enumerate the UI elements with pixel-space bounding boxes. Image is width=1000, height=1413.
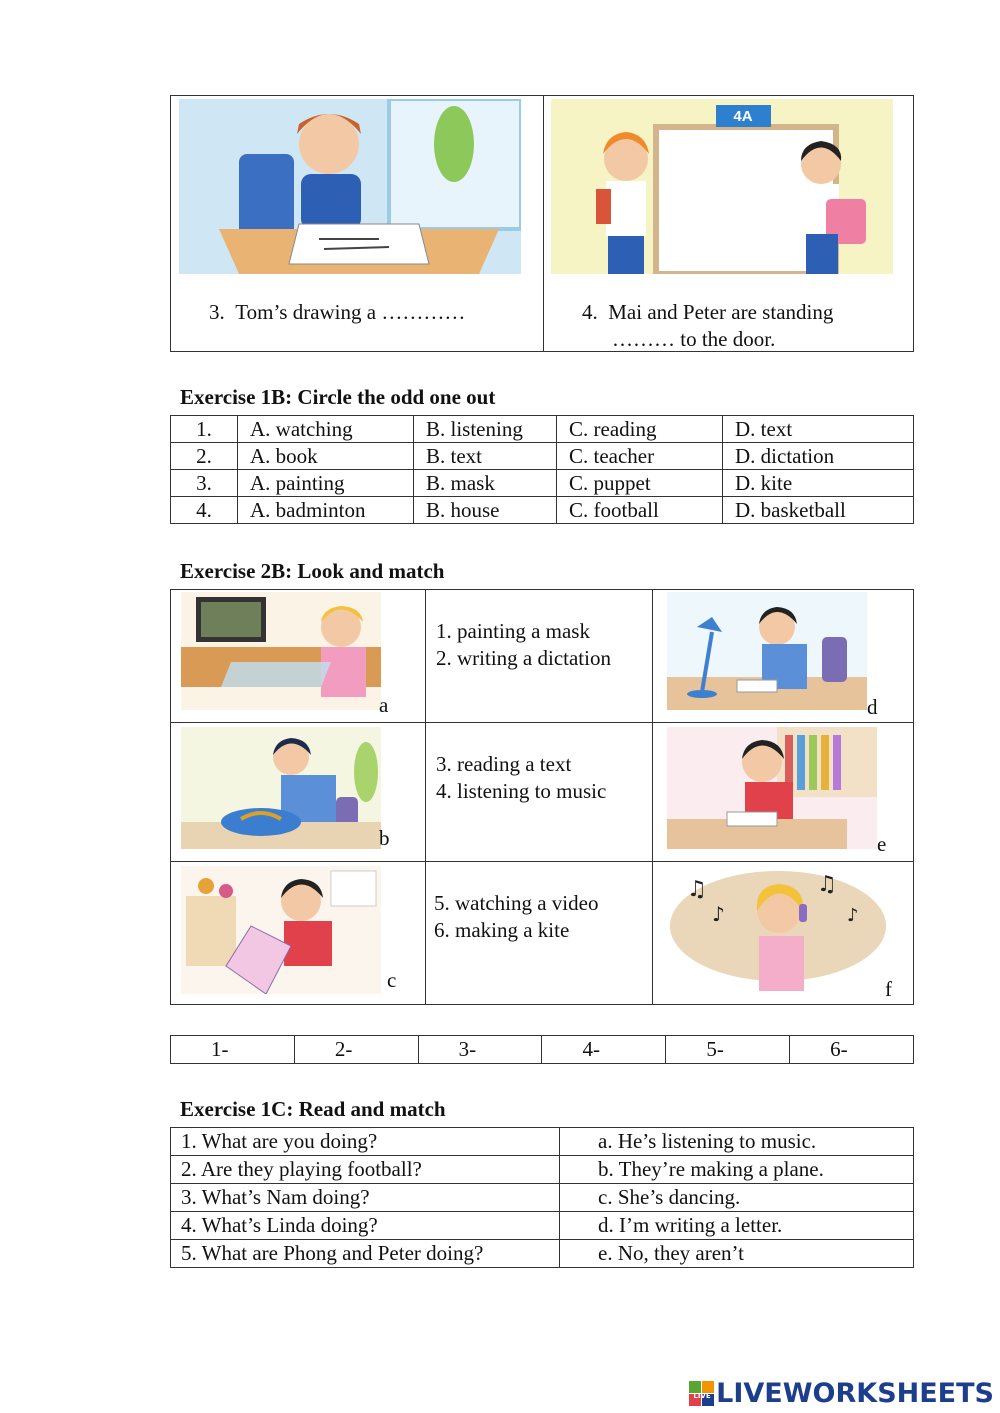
liveworksheets-logo bbox=[689, 1378, 994, 1409]
table-row bbox=[171, 416, 914, 443]
picture-letter-d: d bbox=[867, 695, 878, 719]
option-b[interactable]: B. house bbox=[414, 497, 557, 524]
svg-text:LIVE: LIVE bbox=[693, 1391, 711, 1400]
boy-drawing-illustration bbox=[179, 99, 521, 274]
exercise-2b-heading: Exercise 2B: Look and match bbox=[180, 559, 445, 583]
table-row bbox=[171, 1184, 914, 1212]
option-c[interactable]: C. teacher bbox=[557, 443, 723, 470]
table-row bbox=[171, 1156, 914, 1184]
question-item: 5. What are Phong and Peter doing? bbox=[171, 1240, 560, 1268]
question-item: 4. What’s Linda doing? bbox=[171, 1212, 560, 1240]
caption-3: 3. Tom’s drawing a ………… bbox=[209, 300, 466, 324]
exercise-1c-table bbox=[170, 1127, 914, 1268]
answer-item: b. They’re making a plane. bbox=[560, 1156, 914, 1184]
picture-letter-c: c bbox=[387, 968, 397, 992]
child-watching-tv-illustration bbox=[181, 592, 381, 710]
liveworksheets-badge-icon bbox=[689, 1381, 715, 1407]
option-d[interactable]: D. text bbox=[723, 416, 914, 443]
picture-letter-b: b bbox=[379, 826, 390, 850]
option-b[interactable]: B. listening bbox=[414, 416, 557, 443]
picture-letter-f: f bbox=[885, 977, 892, 1001]
answer-slot[interactable]: 5- bbox=[666, 1036, 790, 1064]
picture-letter-e: e bbox=[877, 832, 887, 856]
picture-letter-a: a bbox=[379, 693, 389, 717]
music-note-icon: ♫ bbox=[687, 877, 707, 902]
phrase-item: 2. writing a dictation bbox=[436, 646, 611, 670]
matching-answer-row bbox=[170, 1035, 914, 1064]
answer-item: e. No, they aren’t bbox=[560, 1240, 914, 1268]
option-d[interactable]: D. dictation bbox=[723, 443, 914, 470]
question-item: 1. What are you doing? bbox=[171, 1128, 560, 1156]
answer-slot[interactable]: 1- bbox=[171, 1036, 295, 1064]
option-c[interactable]: C. reading bbox=[557, 416, 723, 443]
phrase-item: 5. watching a video bbox=[434, 891, 599, 915]
question-item: 2. Are they playing football? bbox=[171, 1156, 560, 1184]
girl-making-kite-illustration bbox=[181, 866, 381, 994]
answer-item: d. I’m writing a letter. bbox=[560, 1212, 914, 1240]
caption-4: 4. Mai and Peter are standing ……… to the door. bbox=[582, 300, 834, 351]
table-row bbox=[171, 443, 914, 470]
phrase-item: 1. painting a mask bbox=[436, 619, 590, 643]
door-sign-text: 4A bbox=[733, 108, 753, 125]
picture-cell-f bbox=[653, 862, 914, 1005]
picture-cell-e bbox=[653, 723, 914, 862]
music-note-icon: ♪ bbox=[847, 905, 859, 926]
music-note-icon: ♫ bbox=[817, 872, 837, 897]
music-note-icon: ♪ bbox=[712, 902, 725, 926]
top-picture-table bbox=[170, 95, 914, 352]
phrase-item: 3. reading a text bbox=[436, 752, 572, 776]
table-row bbox=[171, 1212, 914, 1240]
phrase-item: 6. making a kite bbox=[434, 918, 570, 942]
option-a[interactable]: A. watching bbox=[238, 416, 414, 443]
option-a[interactable]: A. badminton bbox=[238, 497, 414, 524]
option-a[interactable]: A. painting bbox=[238, 470, 414, 497]
option-b[interactable]: B. text bbox=[414, 443, 557, 470]
answer-item: a. He’s listening to music. bbox=[560, 1128, 914, 1156]
table-row bbox=[171, 497, 914, 524]
option-c[interactable]: C. puppet bbox=[557, 470, 723, 497]
row-number: 4. bbox=[171, 497, 238, 524]
option-d[interactable]: D. kite bbox=[723, 470, 914, 497]
answer-slot[interactable]: 2- bbox=[294, 1036, 418, 1064]
option-c[interactable]: C. football bbox=[557, 497, 723, 524]
phrases-cell-1 bbox=[426, 590, 653, 723]
logo-text: LIVEWORKSHEETS bbox=[716, 1378, 994, 1409]
exercise-1b-heading: Exercise 1B: Circle the odd one out bbox=[180, 385, 496, 409]
option-b[interactable]: B. mask bbox=[414, 470, 557, 497]
answer-slot[interactable]: 6- bbox=[790, 1036, 914, 1064]
exercise-1c-heading: Exercise 1C: Read and match bbox=[180, 1097, 446, 1121]
question-item: 3. What’s Nam doing? bbox=[171, 1184, 560, 1212]
answer-item: c. She’s dancing. bbox=[560, 1184, 914, 1212]
phrase-item: 4. listening to music bbox=[436, 779, 607, 803]
exercise-1b-table bbox=[170, 415, 914, 524]
boy-painting-mask-illustration bbox=[181, 727, 381, 849]
exercise-2b-grid bbox=[170, 589, 914, 1005]
phrases-cell-2 bbox=[426, 723, 653, 862]
table-row bbox=[171, 1240, 914, 1268]
option-d[interactable]: D. basketball bbox=[723, 497, 914, 524]
picture-cell-d bbox=[653, 590, 914, 723]
boy-writing-illustration bbox=[667, 592, 867, 710]
girl-listening-music-illustration bbox=[667, 866, 889, 998]
table-row bbox=[171, 1128, 914, 1156]
girl-reading-illustration bbox=[667, 727, 877, 849]
picture-cell-b bbox=[171, 723, 426, 862]
answer-slot[interactable]: 3- bbox=[418, 1036, 542, 1064]
option-a[interactable]: A. book bbox=[238, 443, 414, 470]
table-row bbox=[171, 470, 914, 497]
picture-cell-a bbox=[171, 590, 426, 723]
row-number: 1. bbox=[171, 416, 238, 443]
picture-cell-4 bbox=[544, 96, 914, 352]
picture-cell-c bbox=[171, 862, 426, 1005]
answer-slot[interactable]: 4- bbox=[542, 1036, 666, 1064]
row-number: 3. bbox=[171, 470, 238, 497]
picture-cell-3 bbox=[171, 96, 544, 352]
row-number: 2. bbox=[171, 443, 238, 470]
phrases-cell-3 bbox=[426, 862, 653, 1005]
mai-peter-door-illustration bbox=[551, 99, 893, 274]
